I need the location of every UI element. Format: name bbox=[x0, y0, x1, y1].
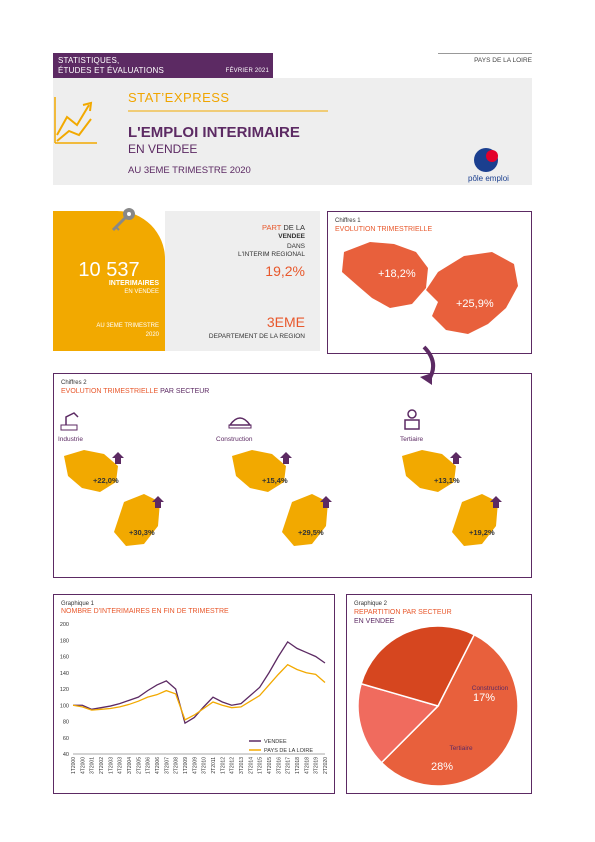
legend-label: VENDEE bbox=[264, 739, 287, 745]
pie-name-label: Construction bbox=[471, 685, 509, 692]
x-tick-label: 4T2015 bbox=[267, 757, 273, 774]
kpi-foot-line2: 2020 bbox=[145, 332, 159, 338]
chiffres2-title-main: EVOLUTION TRIMESTRIELLE bbox=[61, 388, 159, 395]
pole-emploi-logo bbox=[462, 146, 522, 184]
kpi-value: 10 537 bbox=[78, 259, 140, 281]
x-tick-label: 4T2006 bbox=[155, 757, 161, 774]
graph2-title: REPARTITION PAR SECTEUR bbox=[354, 609, 452, 616]
y-tick-label: 200 bbox=[59, 622, 69, 628]
kpi-footnote bbox=[96, 322, 159, 340]
publication-label bbox=[53, 53, 273, 78]
chart-growth-icon bbox=[53, 95, 98, 145]
x-tick-label: 2T2005 bbox=[136, 757, 143, 774]
tertiaire-region-pct: +19,2% bbox=[469, 528, 495, 537]
y-tick-label: 160 bbox=[59, 654, 69, 661]
region-change: +25,9% bbox=[456, 298, 494, 310]
series-line-1 bbox=[73, 665, 325, 720]
chiffres2-tag: Chiffres 2 bbox=[61, 380, 87, 386]
x-tick-label: 2T2008 bbox=[173, 757, 180, 774]
map-industrie bbox=[60, 448, 180, 558]
construction-region-pct: +29,5% bbox=[298, 528, 324, 537]
region-label: PAYS DE LA LOIRE bbox=[438, 53, 532, 64]
share-line1: DANS bbox=[286, 243, 305, 250]
legend-label: PAYS DE LA LOIRE bbox=[264, 748, 314, 754]
y-tick-label: 140 bbox=[59, 670, 69, 677]
x-tick-label: 3T2007 bbox=[164, 757, 171, 774]
x-tick-label: 1T2000 bbox=[71, 757, 77, 774]
graph2-tag: Graphique 2 bbox=[354, 601, 388, 607]
sector-name-industrie: Industrie bbox=[58, 436, 83, 443]
x-tick-label: 4T2003 bbox=[117, 757, 124, 774]
chiffres2-title bbox=[61, 388, 209, 395]
x-tick-label: 3T2013 bbox=[239, 757, 245, 774]
map-construction bbox=[228, 448, 348, 558]
x-tick-label: 3T2019 bbox=[313, 757, 320, 774]
rank-value: 3EME bbox=[266, 314, 305, 330]
x-tick-label: 3T2004 bbox=[127, 757, 133, 774]
industry-icon bbox=[58, 407, 84, 433]
kpi-card bbox=[53, 211, 165, 351]
publication-date: FÉVRIER 2021 bbox=[225, 68, 269, 74]
sector-name-tertiaire: Tertiaire bbox=[400, 436, 424, 443]
y-tick-label: 60 bbox=[62, 735, 69, 742]
share-dept: VENDEE bbox=[278, 233, 305, 240]
y-tick-label: 100 bbox=[59, 703, 69, 710]
pie-value-label: 17% bbox=[472, 692, 496, 704]
x-tick-label: 2T2002 bbox=[99, 757, 105, 774]
sector-name-construction: Construction bbox=[216, 436, 253, 443]
construction-vendee-pct: +15,4% bbox=[262, 476, 288, 485]
chiffres2-title-suffix: PAR SECTEUR bbox=[160, 388, 210, 395]
share-prefix: PART bbox=[262, 223, 282, 232]
x-tick-label: 4T2018 bbox=[304, 757, 311, 774]
chiffres1-panel bbox=[327, 211, 532, 354]
share-line2: L'INTERIM REGIONAL bbox=[238, 251, 305, 258]
share-heading bbox=[262, 223, 305, 232]
tertiaire-vendee-pct: +13,1% bbox=[434, 476, 460, 485]
logo-text: pôle emploi bbox=[468, 174, 509, 183]
pie-name-label: Tertiaire bbox=[449, 745, 473, 752]
x-tick-label: 3T2016 bbox=[276, 757, 283, 774]
x-tick-label: 4T2012 bbox=[229, 757, 236, 774]
graph1-title: NOMBRE D'INTERIMAIRES EN FIN DE TRIMESTRE bbox=[61, 608, 229, 615]
x-tick-label: 1T2003 bbox=[108, 757, 115, 774]
kpi-foot-line1: AU 3EME TRIMESTRE bbox=[96, 323, 159, 329]
chiffres1-tag: Chiffres 1 bbox=[335, 218, 361, 224]
x-tick-label: 4T2009 bbox=[192, 757, 199, 774]
map-vendee-region bbox=[328, 212, 533, 355]
x-tick-label: 2T2020 bbox=[323, 757, 329, 774]
label-line1: STATISTIQUES, bbox=[58, 56, 120, 65]
chiffres1-title: EVOLUTION TRIMESTRIELLE bbox=[335, 226, 433, 233]
y-tick-label: 120 bbox=[59, 687, 69, 693]
x-tick-label: 2T2014 bbox=[248, 757, 255, 774]
pie-chart bbox=[346, 594, 532, 794]
page-subtitle: EN VENDEE bbox=[128, 142, 198, 156]
share-mid: DE LA bbox=[283, 223, 305, 232]
x-tick-label: 4T2000 bbox=[80, 757, 87, 774]
page-title: L'EMPLOI INTERIMAIRE bbox=[128, 124, 300, 141]
x-tick-label: 1T2006 bbox=[145, 757, 152, 774]
x-tick-label: 3T2001 bbox=[89, 757, 96, 774]
y-tick-label: 80 bbox=[62, 719, 69, 726]
kpi-unit: INTERIMAIRES bbox=[108, 280, 159, 287]
series-line-0 bbox=[73, 642, 325, 723]
x-tick-label: 1T2009 bbox=[183, 757, 189, 774]
share-value: 19,2% bbox=[265, 263, 305, 279]
industrie-vendee-pct: +22,0% bbox=[93, 476, 119, 485]
x-tick-label: 3T2010 bbox=[201, 757, 208, 774]
x-tick-label: 1T2018 bbox=[295, 757, 301, 774]
map-tertiaire bbox=[398, 448, 518, 558]
line-chart bbox=[53, 594, 335, 794]
x-tick-label: 2T2017 bbox=[285, 757, 292, 774]
x-tick-label: 1T2015 bbox=[257, 757, 264, 774]
graph2-subtitle: EN VENDEE bbox=[354, 618, 395, 625]
share-card bbox=[165, 211, 320, 351]
y-tick-label: 40 bbox=[62, 752, 69, 758]
industrie-region-pct: +30,3% bbox=[129, 528, 155, 537]
pie-value-label: 28% bbox=[430, 761, 454, 773]
x-tick-label: 2T2011 bbox=[211, 757, 217, 774]
vendee-change: +18,2% bbox=[378, 268, 416, 280]
rank-label: DEPARTEMENT DE LA REGION bbox=[208, 333, 305, 340]
x-tick-label: 1T2012 bbox=[220, 757, 227, 774]
tertiary-icon bbox=[400, 407, 426, 433]
brand-name: STAT’EXPRESS bbox=[128, 90, 230, 105]
brand-underline bbox=[128, 109, 328, 113]
key-icon bbox=[109, 206, 137, 232]
construction-icon bbox=[226, 407, 254, 433]
y-tick-label: 180 bbox=[59, 638, 69, 645]
graph1-tag: Graphique 1 bbox=[61, 601, 95, 607]
kpi-unit-area: EN VENDEE bbox=[124, 289, 159, 295]
label-line2: ÉTUDES ET ÉVALUATIONS bbox=[58, 66, 165, 75]
period-label: AU 3EME TRIMESTRE 2020 bbox=[128, 165, 251, 176]
